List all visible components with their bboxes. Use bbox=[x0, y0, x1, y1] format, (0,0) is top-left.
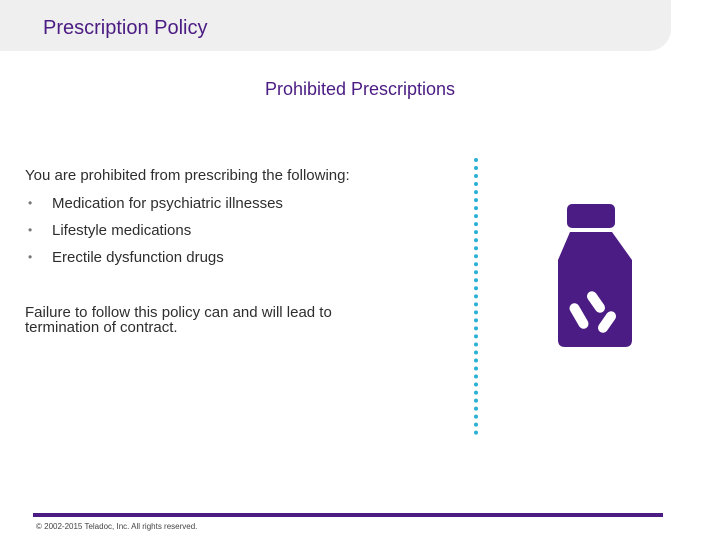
page-title: Prescription Policy bbox=[43, 17, 208, 39]
list-item-text: Erectile dysfunction drugs bbox=[52, 249, 224, 266]
bullet-marker: • bbox=[28, 196, 33, 210]
header-bar bbox=[0, 0, 671, 51]
bullet-marker: • bbox=[28, 223, 33, 237]
bullet-marker: • bbox=[28, 250, 33, 264]
intro-text: You are prohibited from prescribing the following: bbox=[25, 167, 350, 184]
dotted-divider bbox=[474, 158, 478, 435]
copyright-text: © 2002-2015 Teladoc, Inc. All rights reserved. bbox=[36, 522, 198, 531]
section-title: Prohibited Prescriptions bbox=[264, 79, 456, 99]
warning-text: Failure to follow this policy can and will lead to termination of contract. bbox=[25, 304, 332, 336]
list-item-text: Lifestyle medications bbox=[52, 222, 192, 239]
footer-divider bbox=[33, 513, 663, 517]
list-item-text: Medication for psychiatric illnesses bbox=[52, 195, 283, 212]
pill-bottle-icon bbox=[556, 204, 634, 348]
